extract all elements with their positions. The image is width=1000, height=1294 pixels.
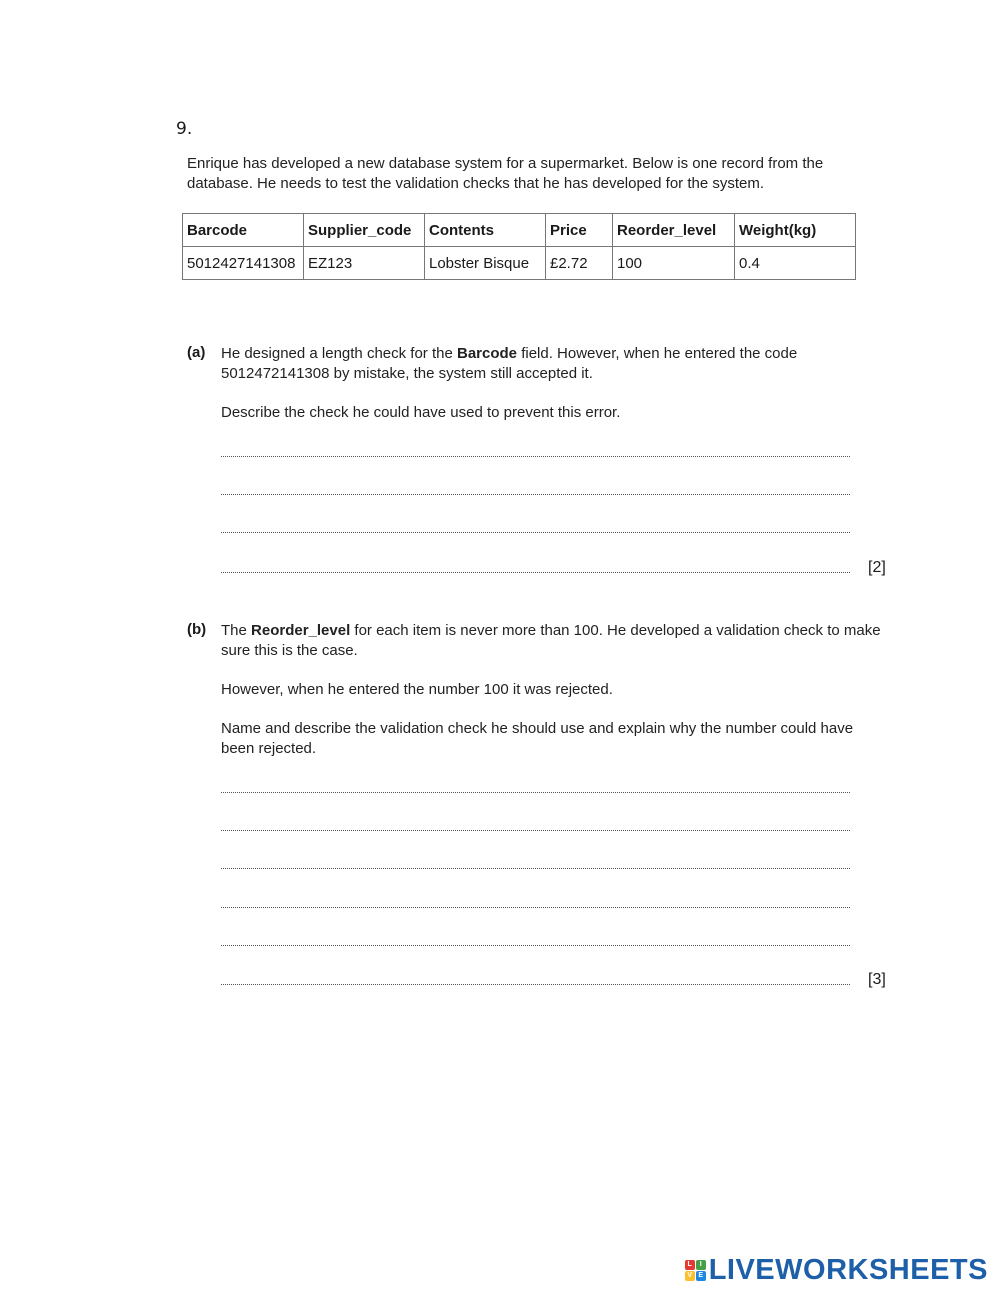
header-cell: Barcode <box>183 214 304 247</box>
marks-a: [2] <box>868 559 886 576</box>
answer-line-a4[interactable] <box>221 572 850 573</box>
answer-line-b5[interactable] <box>221 945 850 946</box>
table-cell: 0.4 <box>735 247 856 280</box>
logo-text: LIVEWORKSHEETS <box>708 1254 988 1286</box>
table-cell: EZ123 <box>304 247 425 280</box>
answer-line-b1[interactable] <box>221 792 850 793</box>
table-cell: £2.72 <box>546 247 613 280</box>
record-table <box>182 213 856 280</box>
answer-line-a2[interactable] <box>221 494 850 495</box>
part-b-question: The Reorder_level for each item is never more than 100. He developed a validation check to make sure this is the case. <box>221 622 881 659</box>
part-b-instruction: Name and describe the validation check he should use and explain why the number could have been rejected. <box>221 720 854 757</box>
table-header-row <box>183 214 856 247</box>
logo-icon: L I V E <box>685 1260 706 1281</box>
intro-text: Enrique has developed a new database system for a supermarket. Below is one record from the database. He needs to test the validation checks that he has developed for the system. <box>187 155 824 192</box>
part-b-label: (b) <box>187 621 207 638</box>
answer-line-b4[interactable] <box>221 907 850 908</box>
answer-line-b6[interactable] <box>221 984 850 985</box>
header-cell: Reorder_level <box>613 214 735 247</box>
answer-line-b3[interactable] <box>221 868 850 869</box>
header-cell: Supplier_code <box>304 214 425 247</box>
liveworksheets-logo[interactable] <box>685 1254 988 1287</box>
answer-line-a1[interactable] <box>221 456 850 457</box>
part-b-statement: However, when he entered the number 100 it was rejected. <box>221 681 613 698</box>
header-cell: Price <box>546 214 613 247</box>
part-a-question: He designed a length check for the Barcode field. However, when he entered the code 5012472141308 by mistake, the system still accepted it. <box>221 345 798 382</box>
answer-line-a3[interactable] <box>221 532 850 533</box>
answer-line-b2[interactable] <box>221 830 850 831</box>
header-cell: Contents <box>425 214 546 247</box>
table-cell: Lobster Bisque <box>425 247 546 280</box>
marks-b: [3] <box>868 971 886 988</box>
part-a-label: (a) <box>187 344 206 361</box>
table-cell: 5012427141308 <box>183 247 304 280</box>
question-number: 9. <box>176 119 193 139</box>
header-cell: Weight(kg) <box>735 214 856 247</box>
table-row <box>183 247 856 280</box>
table-cell: 100 <box>613 247 735 280</box>
part-a-instruction: Describe the check he could have used to prevent this error. <box>221 404 621 421</box>
